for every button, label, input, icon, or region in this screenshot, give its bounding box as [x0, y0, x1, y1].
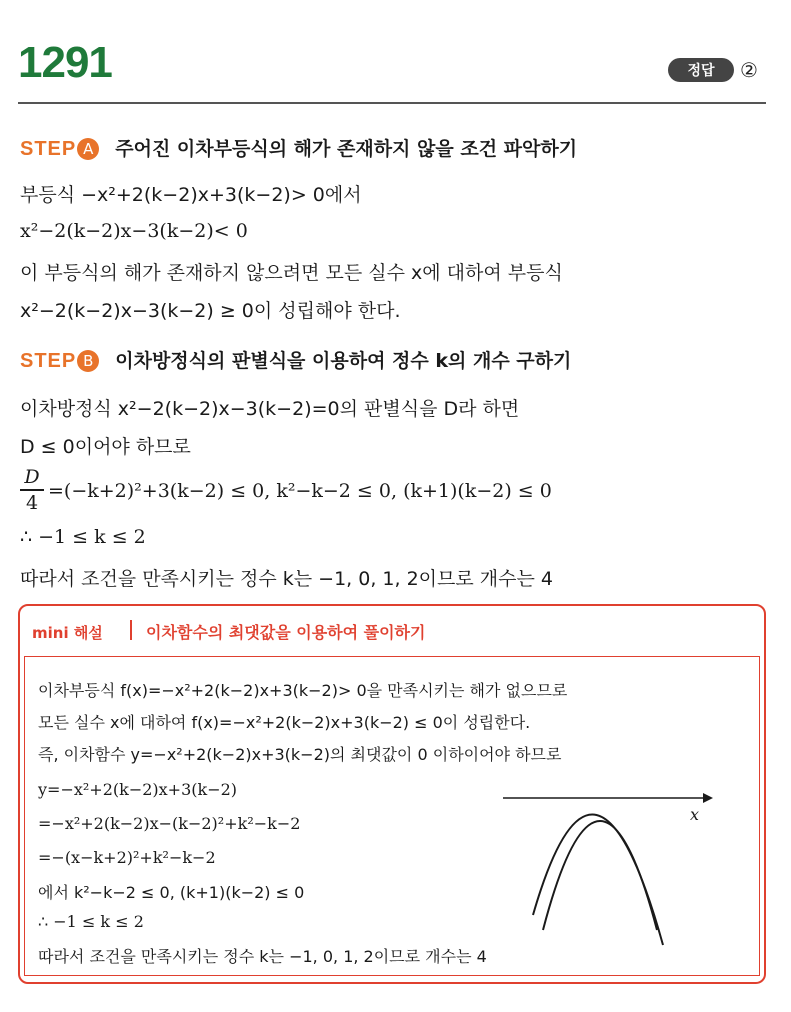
answer-badge: 정답: [668, 58, 734, 82]
mini-line-2: 모든 실수 x에 대하여 f(x)=−x²+2(k−2)x+3(k−2) ≤ 0이 성립한다.: [38, 713, 531, 732]
problem-number: 1291: [18, 38, 112, 87]
step-a-letter: A: [77, 138, 99, 160]
mini-separator: [130, 620, 132, 640]
mini-line-8: ∴ −1 ≤ k ≤ 2: [38, 912, 144, 931]
step-b-line-1: 이차방정식 x²−2(k−2)x−3(k−2)=0의 판별식을 D라 하면: [20, 398, 520, 420]
step-b-heading: [20, 346, 571, 373]
mini-line-4: y=−x²+2(k−2)x+3(k−2): [38, 780, 238, 799]
graph-axis-label: x: [690, 805, 700, 824]
step-b-label: STEP: [20, 350, 77, 372]
step-a-label: STEP: [20, 138, 77, 160]
step-b-letter: B: [77, 350, 99, 372]
answer-value: ②: [740, 58, 758, 82]
step-a-line-3: 이 부등식의 해가 존재하지 않으려면 모든 실수 x에 대하여 부등식: [20, 262, 563, 284]
mini-line-5: =−x²+2(k−2)x−(k−2)²+k²−k−2: [38, 814, 301, 833]
step-a-title: 주어진 이차부등식의 해가 존재하지 않을 조건 파악하기: [115, 138, 578, 160]
step-b-line-5: 따라서 조건을 만족시키는 정수 k는 −1, 0, 1, 2이므로 개수는 4: [20, 568, 553, 590]
mini-line-7: 에서 k²−k−2 ≤ 0, (k+1)(k−2) ≤ 0: [38, 883, 305, 902]
header-divider: [18, 102, 766, 104]
mini-line-1: 이차부등식 f(x)=−x²+2(k−2)x+3(k−2)> 0을 만족시키는 해가 없으므로: [38, 681, 568, 700]
fraction-bar: [20, 489, 44, 491]
step-b-line-4: ∴ −1 ≤ k ≤ 2: [20, 526, 146, 548]
parabola-graph: [495, 770, 720, 950]
mini-line-6: =−(x−k+2)²+k²−k−2: [38, 848, 216, 867]
fraction-d-over-4: [20, 466, 44, 514]
mini-line-3: 즉, 이차함수 y=−x²+2(k−2)x+3(k−2)의 최댓값이 0 이하이어야 하므로: [38, 745, 562, 764]
step-b-title: 이차방정식의 판별식을 이용하여 정수 k의 개수 구하기: [115, 350, 572, 372]
fraction-numerator: D: [24, 466, 40, 488]
mini-label: mini 해설: [32, 624, 103, 642]
step-b-line-2: D ≤ 0이어야 하므로: [20, 436, 191, 458]
fraction-denominator: 4: [25, 491, 39, 514]
mini-title: 이차함수의 최댓값을 이용하여 풀이하기: [146, 623, 426, 642]
step-a-line-2: x²−2(k−2)x−3(k−2)< 0: [20, 220, 248, 242]
step-a-heading: [20, 134, 577, 161]
step-a-line-1: 부등식 −x²+2(k−2)x+3(k−2)> 0에서: [20, 184, 362, 206]
mini-line-9: 따라서 조건을 만족시키는 정수 k는 −1, 0, 1, 2이므로 개수는 4: [38, 947, 487, 966]
graph-axis-arrow: [703, 793, 713, 803]
step-b-line-3: =(−k+2)²+3(k−2) ≤ 0, k²−k−2 ≤ 0, (k+1)(k−2) ≤ 0: [48, 480, 552, 502]
parabola-outer-curve: [533, 815, 663, 945]
step-a-line-4: x²−2(k−2)x−3(k−2) ≥ 0이 성립해야 한다.: [20, 300, 401, 322]
